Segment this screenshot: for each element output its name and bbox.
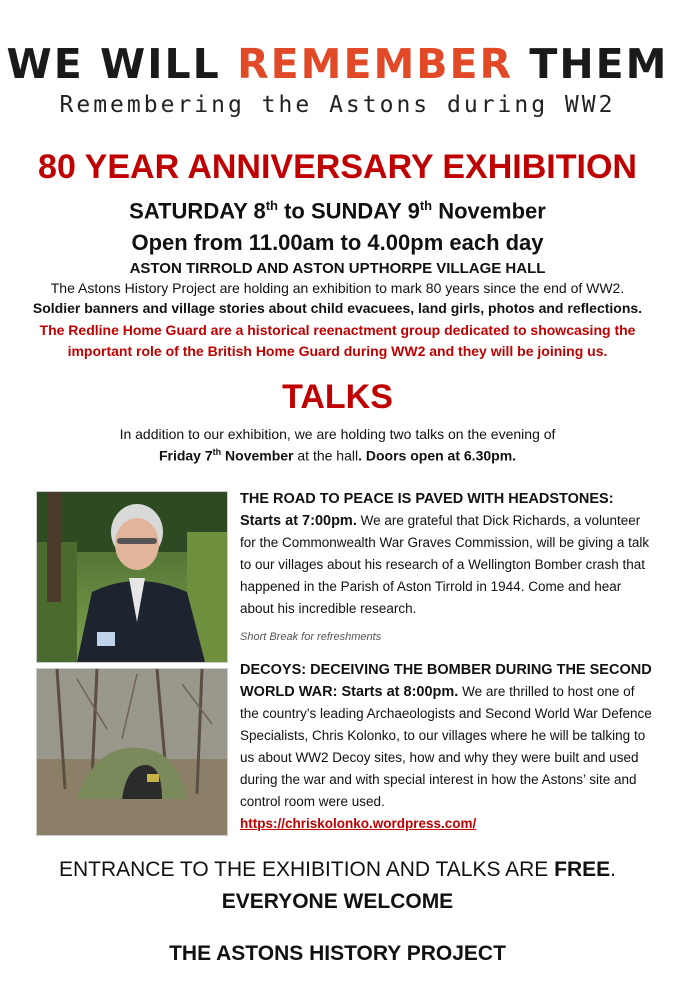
talks-intro-line1: In addition to our exhibition, we are holding two talks on the evening of	[119, 426, 556, 442]
intro-doors: . Doors open at 6.30pm.	[358, 447, 517, 464]
exhibition-highlights: Soldier banners and village stories about child evacuees, land girls, photos and reflections.	[32, 300, 643, 316]
intro-sup: th	[212, 447, 222, 457]
banner-part-3: THEM	[513, 40, 669, 88]
intro-day: Friday 7	[158, 447, 213, 464]
dates-sup-a: th	[265, 198, 278, 213]
entrance-text: ENTRANCE TO THE EXHIBITION AND TALKS ARE	[58, 858, 555, 881]
exhibition-title: 80 YEAR ANNIVERSARY EXHIBITION	[38, 148, 637, 186]
dates-part-b: to SUNDAY 9	[277, 198, 420, 224]
dates-part-c: November	[432, 198, 546, 224]
banner-title	[0, 38, 675, 90]
talks-intro-line2	[0, 447, 675, 464]
home-guard-note: The Redline Home Guard are a historical reenactment group dedicated to showcasing the important role of the British Home Guard during WW2 and they will be joining us.	[39, 322, 636, 359]
intro-mid: at the hall	[293, 447, 359, 464]
entrance-free: FREE	[554, 858, 611, 881]
banner-subtitle: Remembering the Astons during WW2	[59, 92, 616, 118]
dates-part-a: SATURDAY 8	[129, 198, 266, 224]
speaker-photo-drawing	[37, 492, 227, 662]
speaker-photo	[36, 491, 228, 663]
exhibition-venue: ASTON TIRROLD AND ASTON UPTHORPE VILLAGE HALL	[129, 260, 546, 277]
talk-1-description: We are grateful that Dick Richards, a volunteer for the Commonwealth War Graves Commission, will be giving a talk to our villages about his research of a Wellington Bomber crash that happened in the Parish of Aston Tirrold in 1944. Come and hear about his incredible research.	[240, 513, 650, 616]
talk-2-body	[240, 659, 655, 813]
exhibition-description: The Astons History Project are holding an exhibition to mark 80 years since the end of WW2.	[50, 280, 625, 296]
talks-heading: TALKS	[282, 378, 393, 416]
entrance-period: .	[610, 858, 617, 881]
speaker-website-link[interactable]: https://chriskolonko.wordpress.com/	[240, 816, 477, 831]
decoy-site-photo	[36, 668, 228, 836]
talk-2-title: DECOYS: DECEIVING THE BOMBER DURING THE SECOND WORLD WAR: Starts at 8:00pm.	[240, 662, 652, 700]
decoy-site-drawing	[37, 669, 227, 835]
refreshment-break-note: Short Break for refreshments	[240, 631, 382, 643]
banner-part-1: WE WILL	[6, 40, 238, 88]
banner-part-2: REMEMBER	[237, 40, 514, 88]
dates-sup-b: th	[419, 198, 433, 213]
talk-1-title: THE ROAD TO PEACE IS PAVED WITH HEADSTONES:	[240, 491, 614, 507]
entrance-notice	[0, 858, 675, 882]
talk-2-description: We are thrilled to host one of the country’s leading Archaeologists and Second World War Defence Specialists, Chris Kolonko, to our villages where he will be talking to us about WW2 Decoy sites, how and why they were built and used during the war and with special interest in how the Astons’ site and control room were used.	[240, 684, 652, 809]
talk-1-starts: Starts at 7:00pm.	[240, 513, 357, 529]
talk-1-body	[240, 510, 655, 620]
everyone-welcome: EVERYONE WELCOME	[221, 890, 454, 913]
exhibition-dates	[0, 198, 675, 224]
talk-1	[240, 488, 655, 648]
intro-month: November	[221, 447, 294, 464]
organiser-name: THE ASTONS HISTORY PROJECT	[169, 942, 506, 965]
exhibition-hours: Open from 11.00am to 4.00pm each day	[131, 230, 544, 255]
talk-2	[240, 659, 655, 835]
